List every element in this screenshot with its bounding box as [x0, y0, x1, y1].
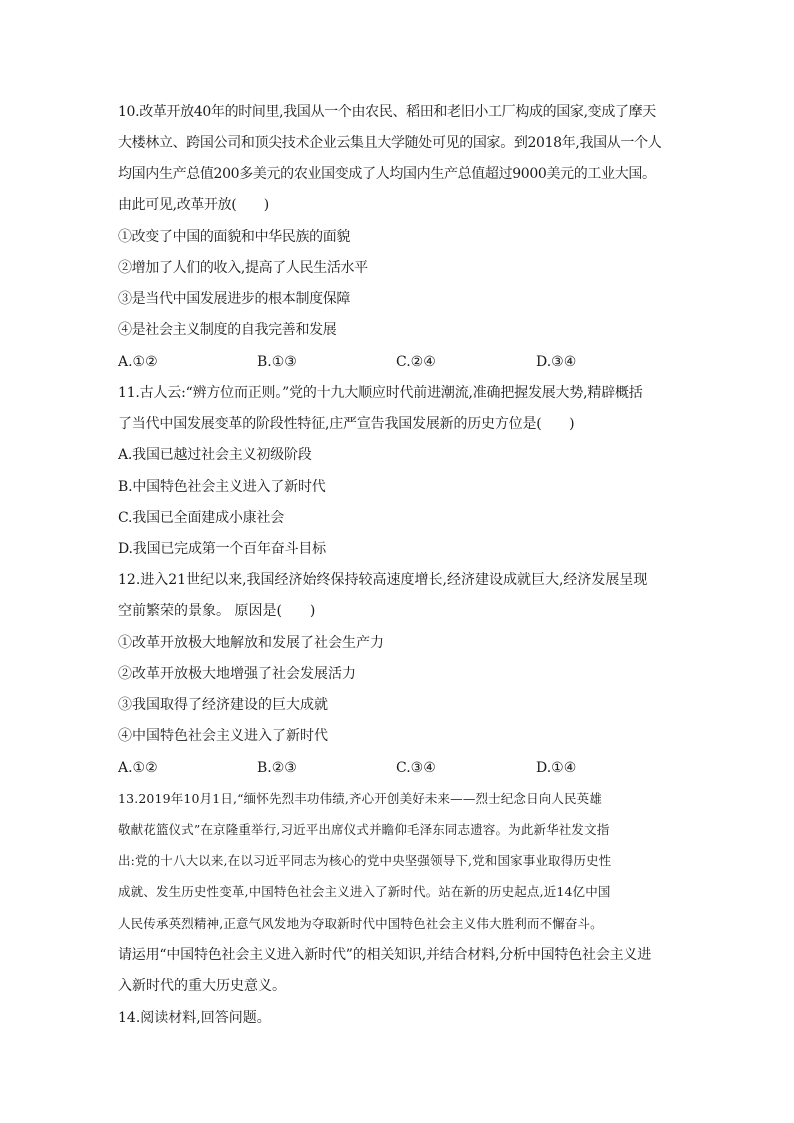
- question-12-statement: ①改革开放极大地解放和发展了社会生产力: [118, 635, 384, 651]
- question-13-material-line: 敬献花篮仪式”在京隆重举行,习近平出席仪式并瞻仰毛泽东同志遗容。为此新华社发文指: [118, 822, 610, 837]
- question-10-choice-d[interactable]: D.③④: [536, 354, 577, 370]
- question-12-stem-line: 空前繁荣的景象。 原因是( ): [118, 603, 316, 619]
- question-10-stem-line: 大楼林立、跨国公司和顶尖技术企业云集且大学随处可见的国家。到2018年,我国从一个人: [118, 135, 662, 151]
- question-10-statement: ①改变了中国的面貌和中华民族的面貌: [118, 229, 351, 245]
- question-12-statement: ②改革开放极大地增强了社会发展活力: [118, 666, 356, 682]
- question-12-statement: ③我国取得了经济建设的巨大成就: [118, 697, 328, 713]
- question-10-statement: ④是社会主义制度的自我完善和发展: [118, 322, 337, 338]
- question-10-choice-c[interactable]: C.②④: [396, 354, 436, 370]
- question-11-option-a[interactable]: A.我国已越过社会主义初级阶段: [118, 447, 312, 463]
- question-10-statement: ③是当代中国发展进步的根本制度保障: [118, 291, 351, 307]
- question-11-option-b[interactable]: B.中国特色社会主义进入了新时代: [118, 479, 326, 495]
- question-13-material-line: 人民传承英烈精神,正意气风发地为夺取新时代中国特色社会主义伟大胜利而不懈奋斗。: [118, 916, 603, 931]
- question-12-choice-c[interactable]: C.③④: [396, 760, 436, 776]
- question-11-stem-line: 11.古人云:“辨方位而正则。”党的十九大顺应时代前进潮流,准确把握发展大势,精辟概括: [118, 385, 643, 401]
- question-10-stem-line: 均国内生产总值200多美元的农业国变成了人均国内生产总值超过9000美元的工业大国。: [118, 166, 656, 182]
- question-13-prompt-line: 请运用“中国特色社会主义进入新时代”的相关知识,并结合材料,分析中国特色社会主义进: [118, 947, 652, 963]
- question-10-stem-line: 由此可见,改革开放( ): [118, 197, 269, 213]
- question-11-option-c[interactable]: C.我国已全面建成小康社会: [118, 510, 285, 526]
- question-12-choice-a[interactable]: A.①②: [118, 760, 158, 776]
- question-13-prompt-line: 入新时代的重大历史意义。: [118, 978, 286, 994]
- question-12-stem-line: 12.进入21世纪以来,我国经济始终保持较高速度增长,经济建设成就巨大,经济发展呈现: [118, 572, 648, 588]
- question-14-stem: 14.阅读材料,回答问题。: [118, 1010, 271, 1026]
- question-11-stem-line: 了当代中国发展变革的阶段性特征,庄严宣告我国发展新的历史方位是( ): [118, 416, 575, 432]
- question-10-choice-b[interactable]: B.①③: [257, 354, 297, 370]
- question-10-choice-a[interactable]: A.①②: [118, 354, 158, 370]
- question-12-choice-d[interactable]: D.①④: [536, 760, 577, 776]
- question-10-statement: ②增加了人们的收入,提高了人民生活水平: [118, 260, 368, 276]
- question-10-stem-line: 10.改革开放40年的时间里,我国从一个由农民、稻田和老旧小工厂构成的国家,变成了摩天: [118, 104, 656, 120]
- question-12-choice-b[interactable]: B.②③: [257, 760, 297, 776]
- question-13-material-line: 成就、发生历史性变革,中国特色社会主义进入了新时代。站在新的历史起点,近14亿中国: [118, 884, 611, 899]
- question-13-material-line: 出:党的十八大以来,在以习近平同志为核心的党中央坚强领导下,党和国家事业取得历史性: [118, 853, 612, 868]
- question-13-material-line: 13.2019年10月1日,“缅怀先烈丰功伟绩,齐心开创美好未来——烈士纪念日向人民英雄: [118, 791, 602, 806]
- question-11-option-d[interactable]: D.我国已完成第一个百年奋斗目标: [118, 541, 326, 557]
- question-12-statement: ④中国特色社会主义进入了新时代: [118, 728, 328, 744]
